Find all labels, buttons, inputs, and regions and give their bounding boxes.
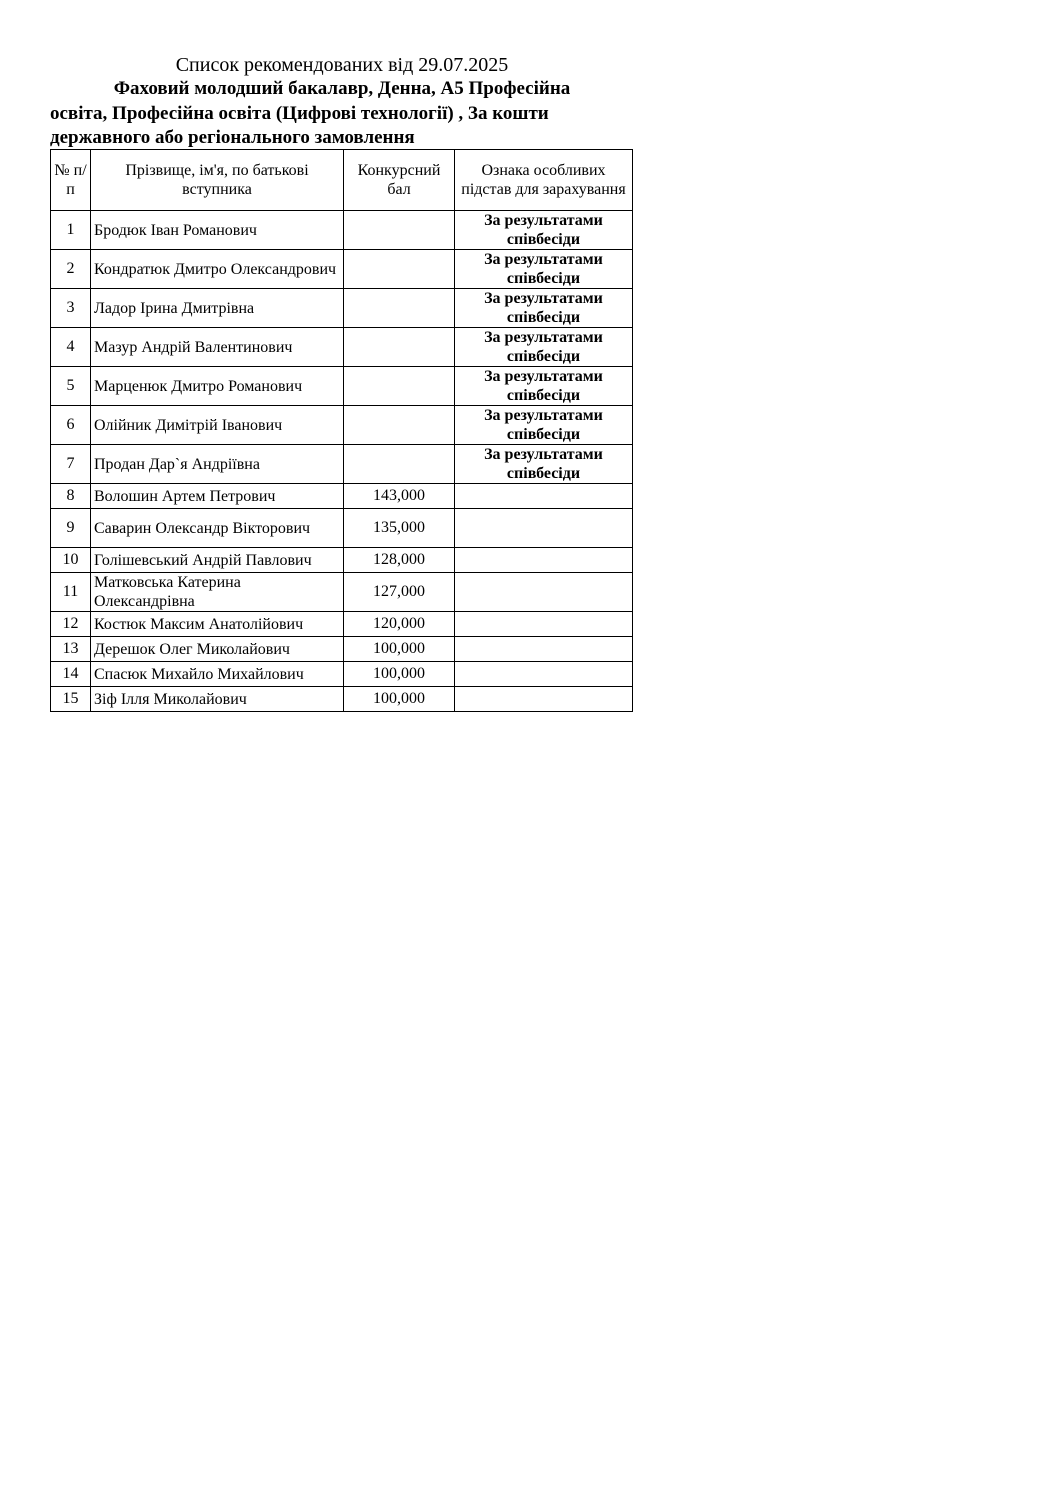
column-header-score: Конкурсний бал — [344, 150, 455, 211]
row-note — [455, 548, 633, 573]
row-name: Саварин Олександр Вікторович — [91, 509, 344, 548]
row-num: 5 — [51, 367, 91, 406]
row-note: За результатами співбесіди — [455, 289, 633, 328]
row-num: 3 — [51, 289, 91, 328]
row-note — [455, 662, 633, 687]
row-name: Голішевський Андрій Павлович — [91, 548, 344, 573]
row-num: 1 — [51, 211, 91, 250]
row-score — [344, 328, 455, 367]
row-num: 10 — [51, 548, 91, 573]
table-row — [51, 445, 633, 484]
row-num: 7 — [51, 445, 91, 484]
row-note — [455, 687, 633, 712]
program-title-line-3: державного або регіонального замовлення — [50, 127, 415, 148]
row-note: За результатами співбесіди — [455, 367, 633, 406]
document-header — [50, 53, 634, 151]
row-score: 100,000 — [344, 637, 455, 662]
row-note — [455, 637, 633, 662]
row-score: 143,000 — [344, 484, 455, 509]
row-score — [344, 367, 455, 406]
row-num: 8 — [51, 484, 91, 509]
table-header-row — [51, 150, 633, 211]
table-row — [51, 509, 633, 548]
row-score: 127,000 — [344, 573, 455, 612]
row-note: За результатами співбесіди — [455, 445, 633, 484]
row-score — [344, 211, 455, 250]
row-score — [344, 406, 455, 445]
row-score — [344, 250, 455, 289]
row-score: 120,000 — [344, 612, 455, 637]
row-note — [455, 612, 633, 637]
row-num: 13 — [51, 637, 91, 662]
row-score — [344, 445, 455, 484]
table-row — [51, 367, 633, 406]
column-header-name: Прізвище, ім'я, по батькові вступника — [91, 150, 344, 211]
table-row — [51, 406, 633, 445]
row-num: 2 — [51, 250, 91, 289]
program-title — [50, 77, 634, 151]
row-name: Волошин Артем Петрович — [91, 484, 344, 509]
row-name: Зіф Ілля Миколайович — [91, 687, 344, 712]
row-note — [455, 484, 633, 509]
row-num: 9 — [51, 509, 91, 548]
row-name: Олійник Димітрій Іванович — [91, 406, 344, 445]
row-name: Мазур Андрій Валентинович — [91, 328, 344, 367]
row-note: За результатами співбесіди — [455, 328, 633, 367]
row-name: Бродюк Іван Романович — [91, 211, 344, 250]
program-title-line-2: освіта, Професійна освіта (Цифрові технології) , За кошти — [50, 102, 549, 124]
list-date-heading: Список рекомендованих від 29.07.2025 — [175, 54, 509, 76]
row-score: 100,000 — [344, 687, 455, 712]
row-note — [455, 573, 633, 612]
table-row — [51, 484, 633, 509]
row-name: Матковська Катерина Олександрівна — [91, 573, 344, 612]
row-note: За результатами співбесіди — [455, 406, 633, 445]
row-name: Продан Дар`я Андріївна — [91, 445, 344, 484]
table-row — [51, 289, 633, 328]
row-num: 12 — [51, 612, 91, 637]
row-name: Костюк Максим Анатолійович — [91, 612, 344, 637]
table-row — [51, 637, 633, 662]
column-header-note: Ознака особливих підстав для зарахування — [455, 150, 633, 211]
table-row — [51, 612, 633, 637]
program-title-line-1: Фаховий молодший бакалавр, Денна, A5 Професійна — [113, 78, 571, 99]
row-num: 15 — [51, 687, 91, 712]
table-row — [51, 548, 633, 573]
row-note: За результатами співбесіди — [455, 250, 633, 289]
row-name: Кондратюк Дмитро Олександрович — [91, 250, 344, 289]
table-row — [51, 328, 633, 367]
row-name: Марценюк Дмитро Романович — [91, 367, 344, 406]
table-row — [51, 687, 633, 712]
column-header-num: № п/п — [51, 150, 91, 211]
table-row — [51, 250, 633, 289]
row-note — [455, 509, 633, 548]
row-score: 135,000 — [344, 509, 455, 548]
row-num: 4 — [51, 328, 91, 367]
row-score — [344, 289, 455, 328]
table-row — [51, 573, 633, 612]
row-name: Ладор Ірина Дмитрівна — [91, 289, 344, 328]
row-num: 6 — [51, 406, 91, 445]
row-num: 14 — [51, 662, 91, 687]
row-name: Спасюк Михайло Михайлович — [91, 662, 344, 687]
recommended-applicants-table — [50, 149, 633, 712]
row-num: 11 — [51, 573, 91, 612]
table-row — [51, 662, 633, 687]
row-note: За результатами співбесіди — [455, 211, 633, 250]
table-row — [51, 211, 633, 250]
row-score: 100,000 — [344, 662, 455, 687]
row-score: 128,000 — [344, 548, 455, 573]
row-name: Дерешок Олег Миколайович — [91, 637, 344, 662]
